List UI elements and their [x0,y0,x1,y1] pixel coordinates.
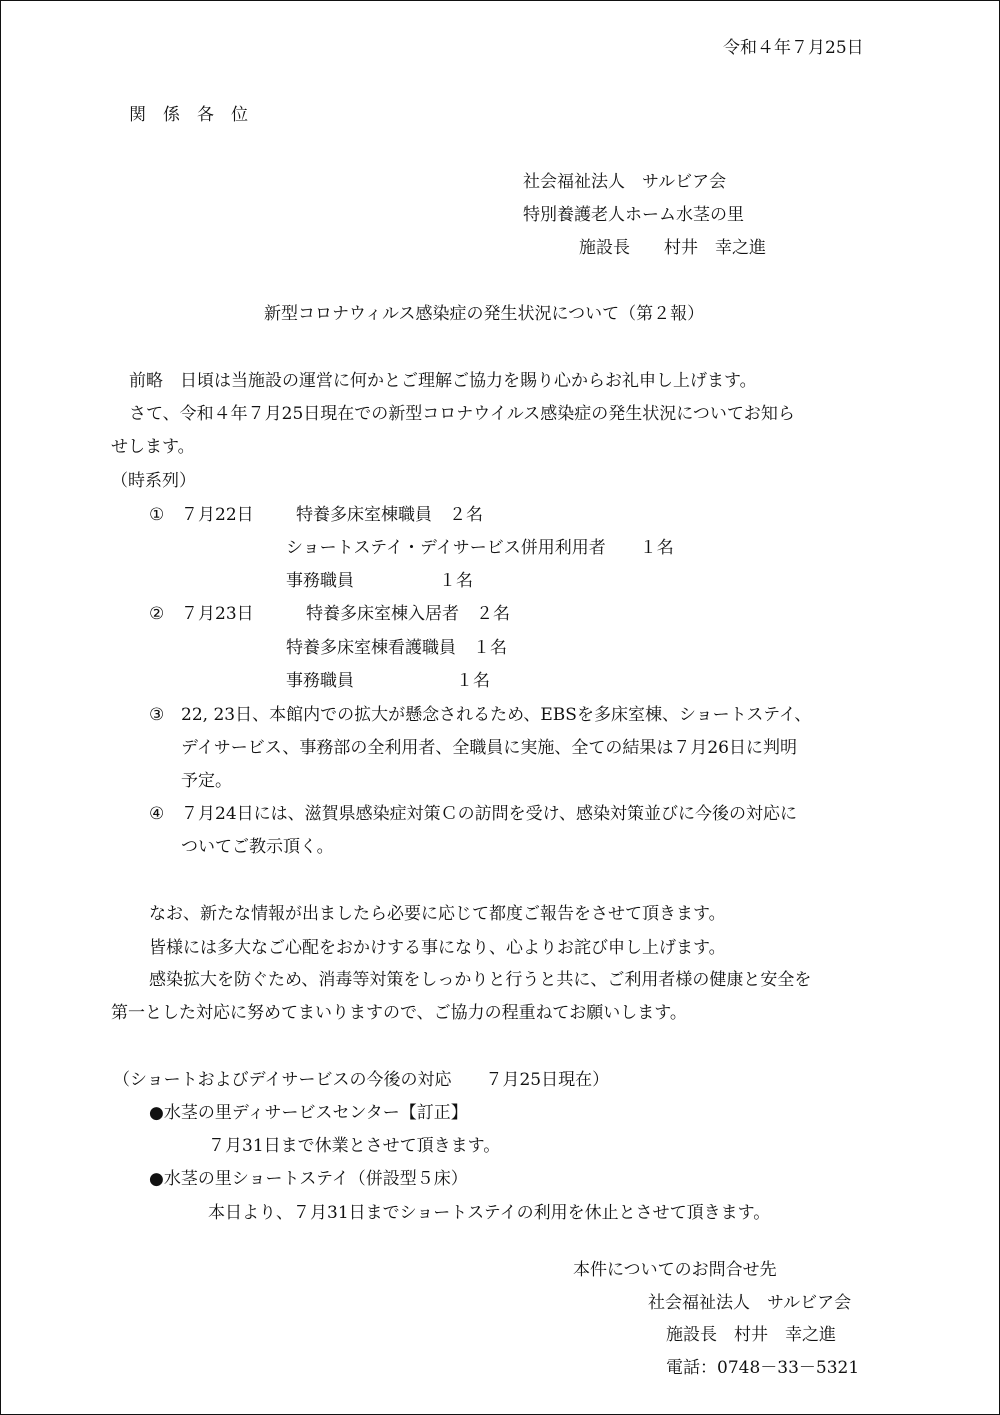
short-stay-title: ●水茎の里ショートステイ（併設型５床） [149,1169,468,1189]
timeline-1-line-1: 特養多床室棟職員 ２名 [296,505,483,525]
timeline-3-line-1: 22, 23日、本館内での拡大が懸念されるため、EBSを多床室棟、ショートステイ、 [181,705,812,725]
timeline-heading: （時系列） [111,471,196,491]
timeline-marker-3: ③ [149,705,165,725]
addressee: 関 係 各 位 [129,105,248,125]
contact-org: 社会福祉法人 サルビア会 [648,1293,852,1313]
timeline-4-line-2: ついてご教示頂く。 [181,837,334,857]
sender-org: 社会福祉法人 サルビア会 [523,172,727,192]
timeline-1-line-3: 事務職員 １名 [286,571,473,591]
document-title: 新型コロナウィルス感染症の発生状況について（第２報） [264,304,705,324]
timeline-4-line-1: ７月24日には、滋賀県感染症対策Ｃの訪問を受け、感染対策並びに今後の対応に [181,804,797,824]
closing-line-2: 皆様には多大なご心配をおかけする事になり、心よりお詫び申し上げます。 [149,938,726,958]
timeline-marker-2: ② [149,604,165,624]
closing-line-3: 感染拡大を防ぐため、消毒等対策をしっかりと行うと共に、ご利用者様の健康と安全を [149,970,812,990]
timeline-date-1: ７月22日 [181,505,254,525]
timeline-3-line-3: 予定。 [181,771,232,791]
services-heading: （ショートおよびデイサービスの今後の対応 ７月25日現在） [113,1070,610,1090]
intro-line-3: せします。 [111,437,195,457]
timeline-marker-1: ① [149,505,165,525]
closing-line-1: なお、新たな情報が出ましたら必要に応じて都度ご報告をさせて頂きます。 [149,904,726,924]
contact-heading: 本件についてのお問合せ先 [573,1260,777,1280]
intro-line-1: 前略 日頃は当施設の運営に何かとご理解ご協力を賜り心からお礼申し上げます。 [129,371,757,391]
sender-facility: 特別養護老人ホーム水茎の里 [523,205,744,225]
timeline-date-2: ７月23日 [181,604,254,624]
timeline-3-line-2: デイサービス、事務部の全利用者、全職員に実施、全ての結果は７月26日に判明 [181,738,797,758]
timeline-2-line-3: 事務職員 １名 [286,671,490,691]
intro-line-2: さて、令和４年７月25日現在での新型コロナウイルス感染症の発生状況についてお知ら [129,404,795,424]
day-service-note: ７月31日まで休業とさせて頂きます。 [208,1136,501,1156]
short-stay-note: 本日より、７月31日までショートステイの利用を休止とさせて頂きます。 [208,1203,771,1223]
timeline-marker-4: ④ [149,804,165,824]
timeline-2-line-1: 特養多床室棟入居者 ２名 [306,604,510,624]
issue-date: 令和４年７月25日 [723,38,864,58]
day-service-title: ●水茎の里ディサービスセンター【訂正】 [149,1103,468,1123]
timeline-2-line-2: 特養多床室棟看護職員 １名 [286,638,507,658]
contact-phone: 電話：0748－33－5321 [666,1358,860,1378]
timeline-1-line-2: ショートステイ・デイサービス併用利用者 １名 [286,538,674,558]
closing-line-4: 第一とした対応に努めてまいりますので、ご協力の程重ねてお願いします。 [111,1003,687,1023]
contact-person: 施設長 村井 幸之進 [666,1325,836,1345]
sender-director: 施設長 村井 幸之進 [579,238,766,258]
